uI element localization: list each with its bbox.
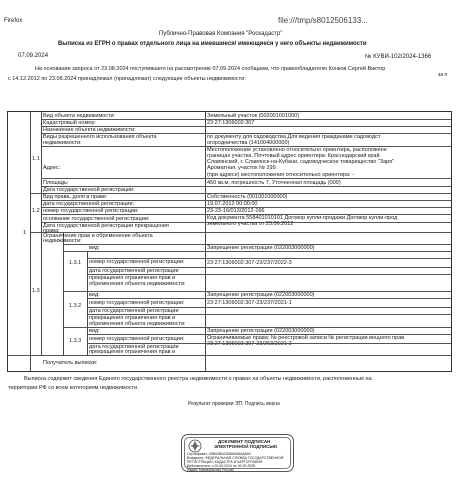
enc3-date-label: дата государственной регистрации <box>89 344 179 350</box>
right-type-label: Вид права, доля в праве: <box>43 194 108 200</box>
enc3-kind-value: Запрещение регистрации (022003000000) <box>207 328 315 334</box>
enc2-number-value: 23:27:1306002:307-23/237/2021-1 <box>207 300 292 306</box>
section-1-3-1-number: 1.3.1 <box>69 260 82 266</box>
enc3-number-value-1: Ограничиваемые права: № реестровой записи № регистрации вещного прав <box>207 335 405 341</box>
signature-verification: Результат проверки ЭП: Подпись верна <box>188 401 280 407</box>
section-1-3-3-number: 1.3.3 <box>69 338 82 344</box>
enc3-term-label-1: прекращения ограничения прав и <box>89 349 176 355</box>
object-type-label: Вид объекта недвижимости: <box>43 113 116 119</box>
stamp-certificate: Сертификат: 00B00B0A3B8A9A8A8A9C <box>187 452 252 456</box>
enc1-date-label: дата государственной регистрации <box>89 268 179 274</box>
document-number: № КУВИ-102/2024-1366 <box>365 54 432 60</box>
stamp-issuer: Издан: Казначейство России <box>187 468 234 472</box>
registration-basis-label: основание государственной регистрации: <box>43 216 150 222</box>
document-title: Выписка из ЕГРН о правах отдельного лица на имевшиеся/ имеющиеся у него объекты недвижимости <box>58 41 367 47</box>
enc2-term-label-2: обременения объекта недвижимости: <box>89 321 186 327</box>
address-value-2: границах участка. Почтовый адрес ориентира: Краснодарский край <box>207 153 380 159</box>
permitted-use-label-1: Виды разрешенного использования объекта <box>43 134 157 140</box>
enc3-number-label: номер государственной регистрации: <box>89 336 185 342</box>
footer-note-line-1: Выписка содержит сведения Единого государственного реестра недвижимости о правах на объекты недвижимости, расположенные на <box>24 376 372 382</box>
purpose-label: Назначение объекта недвижимости: <box>43 127 136 133</box>
browser-url[interactable]: file:///tmp/s8012506133... <box>278 16 368 25</box>
section-1-3-2-number: 1.3.2 <box>69 303 82 309</box>
address-value-1: Местоположение установлено относительно ориентира, расположенн <box>207 147 387 153</box>
permitted-use-value-1: по документу для садоводства Для ведения гражданами садоводст <box>207 134 381 140</box>
permitted-use-label-2: недвижимости: <box>43 140 82 146</box>
registration-number-label: номер государственной регистрации: <box>43 208 139 214</box>
document-date: 07.09.2024 <box>18 53 49 59</box>
property-table <box>7 111 452 372</box>
enc2-kind-value: Запрещение регистрации (022003000000) <box>207 292 315 298</box>
stamp-title-2: ЭЛЕКТРОННОЙ ПОДПИСЬЮ <box>214 444 278 449</box>
enc1-term-label-1: прекращения ограничения прав и <box>89 275 176 281</box>
cadastral-number-label: Кадастровый номер: <box>43 120 96 126</box>
enc1-kind-label: вид: <box>89 245 100 251</box>
enc2-term-label-1: прекращения ограничения прав и <box>89 315 176 321</box>
cadastral-number-value: 23:27:1306002:307 <box>207 120 255 126</box>
area-value: 450 кв.м, погрешность 7, Уточненная площадь (009) <box>207 180 341 186</box>
enc2-number-label: номер государственной регистрации: <box>89 300 185 306</box>
intro-side: за п <box>438 72 448 78</box>
encumbrance-label-2: недвижимости: <box>43 238 82 244</box>
address-label: Адрес: <box>43 165 61 171</box>
registration-basis-value-1: Код документа 558401010101 Договор купли-продажи Договор купли-прод <box>207 215 398 221</box>
state-registration-label: Дата государственной регистрации: <box>43 187 135 193</box>
area-label: Площадь: <box>43 180 69 186</box>
address-value-5: (при адресе) местоположения относительно ориентира: - <box>207 172 354 178</box>
stamp-owner-2: РЕГИСТРАЦИИ, КАДАСТРА И КАРТОГРАФИИ <box>187 460 263 464</box>
termination-date-label-1: Дата государственной регистрации прекращения <box>43 223 169 229</box>
registration-number-value: 23-23-16/013/2012-166 <box>207 208 265 214</box>
permitted-use-value-2: огородничества (141004000000) <box>207 140 290 146</box>
address-value-4: Ароматная, участок № 299. <box>207 165 278 171</box>
section-1-3-number: 1.3 <box>32 288 40 294</box>
enc1-number-label: номер государственной регистрации: <box>89 259 185 265</box>
stamp-validity: Действителен: с 00.00.2024 по 00.00.2025 <box>187 464 256 468</box>
right-type-value: Собственность (001001000000) <box>207 194 288 200</box>
object-type-value: Земельный участок (002001001000) <box>207 113 299 119</box>
registration-date-label: дата государственной регистрации: <box>43 201 135 207</box>
section-1-1-number: 1.1 <box>32 156 40 162</box>
company-name: Публично-Правовая Компания "Роскадастр" <box>159 31 283 37</box>
enc2-kind-label: вид: <box>89 292 100 298</box>
intro-line-1: На основании запроса от 23.08.2024 поступившего на рассмотрение 07.09.2024 сообщаем, что правообладателю Конков Сергей Виктор <box>35 66 386 72</box>
electronic-signature-stamp <box>181 434 294 472</box>
intro-line-2: с 14.12.2012 по 23.08.2024 принадлежал (принадлежат) следующие объекты недвижимости: <box>8 76 246 82</box>
footer-note-line-2: территории РФ со всем категориям недвижимости. <box>8 385 139 391</box>
section-1-number: 1 <box>23 230 27 236</box>
termination-date-label-2: права: <box>43 228 60 234</box>
recipient-label: Получатель выписки: <box>43 360 98 366</box>
emblem-icon <box>188 439 202 453</box>
enc3-kind-label: вид: <box>89 328 100 334</box>
enc1-kind-value: Запрещение регистрации (022003000000) <box>207 245 315 251</box>
stamp-owner-1: Владелец: ФЕДЕРАЛЬНАЯ СЛУЖБА ГОСУДАРСТВЕННОЙ <box>187 456 284 460</box>
enc3-number-value-2: 23:27:1306002:307-23/263/2021-2 <box>207 341 292 347</box>
enc1-number-value: 23:27:1306002:307-23/237/2022-3 <box>207 260 292 266</box>
enc1-term-label-2: обременения объекта недвижимости: <box>89 281 186 287</box>
registration-basis-value-2: земельного участка от 23.06.2012 <box>207 221 294 227</box>
address-value-3: Славянский, г. Славянск-на-Кубани, садоводческое товарищество "Заря" <box>207 159 395 165</box>
registration-date-value: 19.07.2012 00:00:00 <box>207 201 258 207</box>
section-1-2-number: 1.2 <box>32 208 40 214</box>
enc2-date-label: дата государственной регистрации <box>89 308 179 314</box>
browser-app-name: Firefox <box>4 18 23 24</box>
encumbrance-label-1: Ограничение прав и обременение объекта <box>43 233 153 239</box>
stamp-title-1: ДОКУМЕНТ ПОДПИСАН <box>218 439 271 444</box>
